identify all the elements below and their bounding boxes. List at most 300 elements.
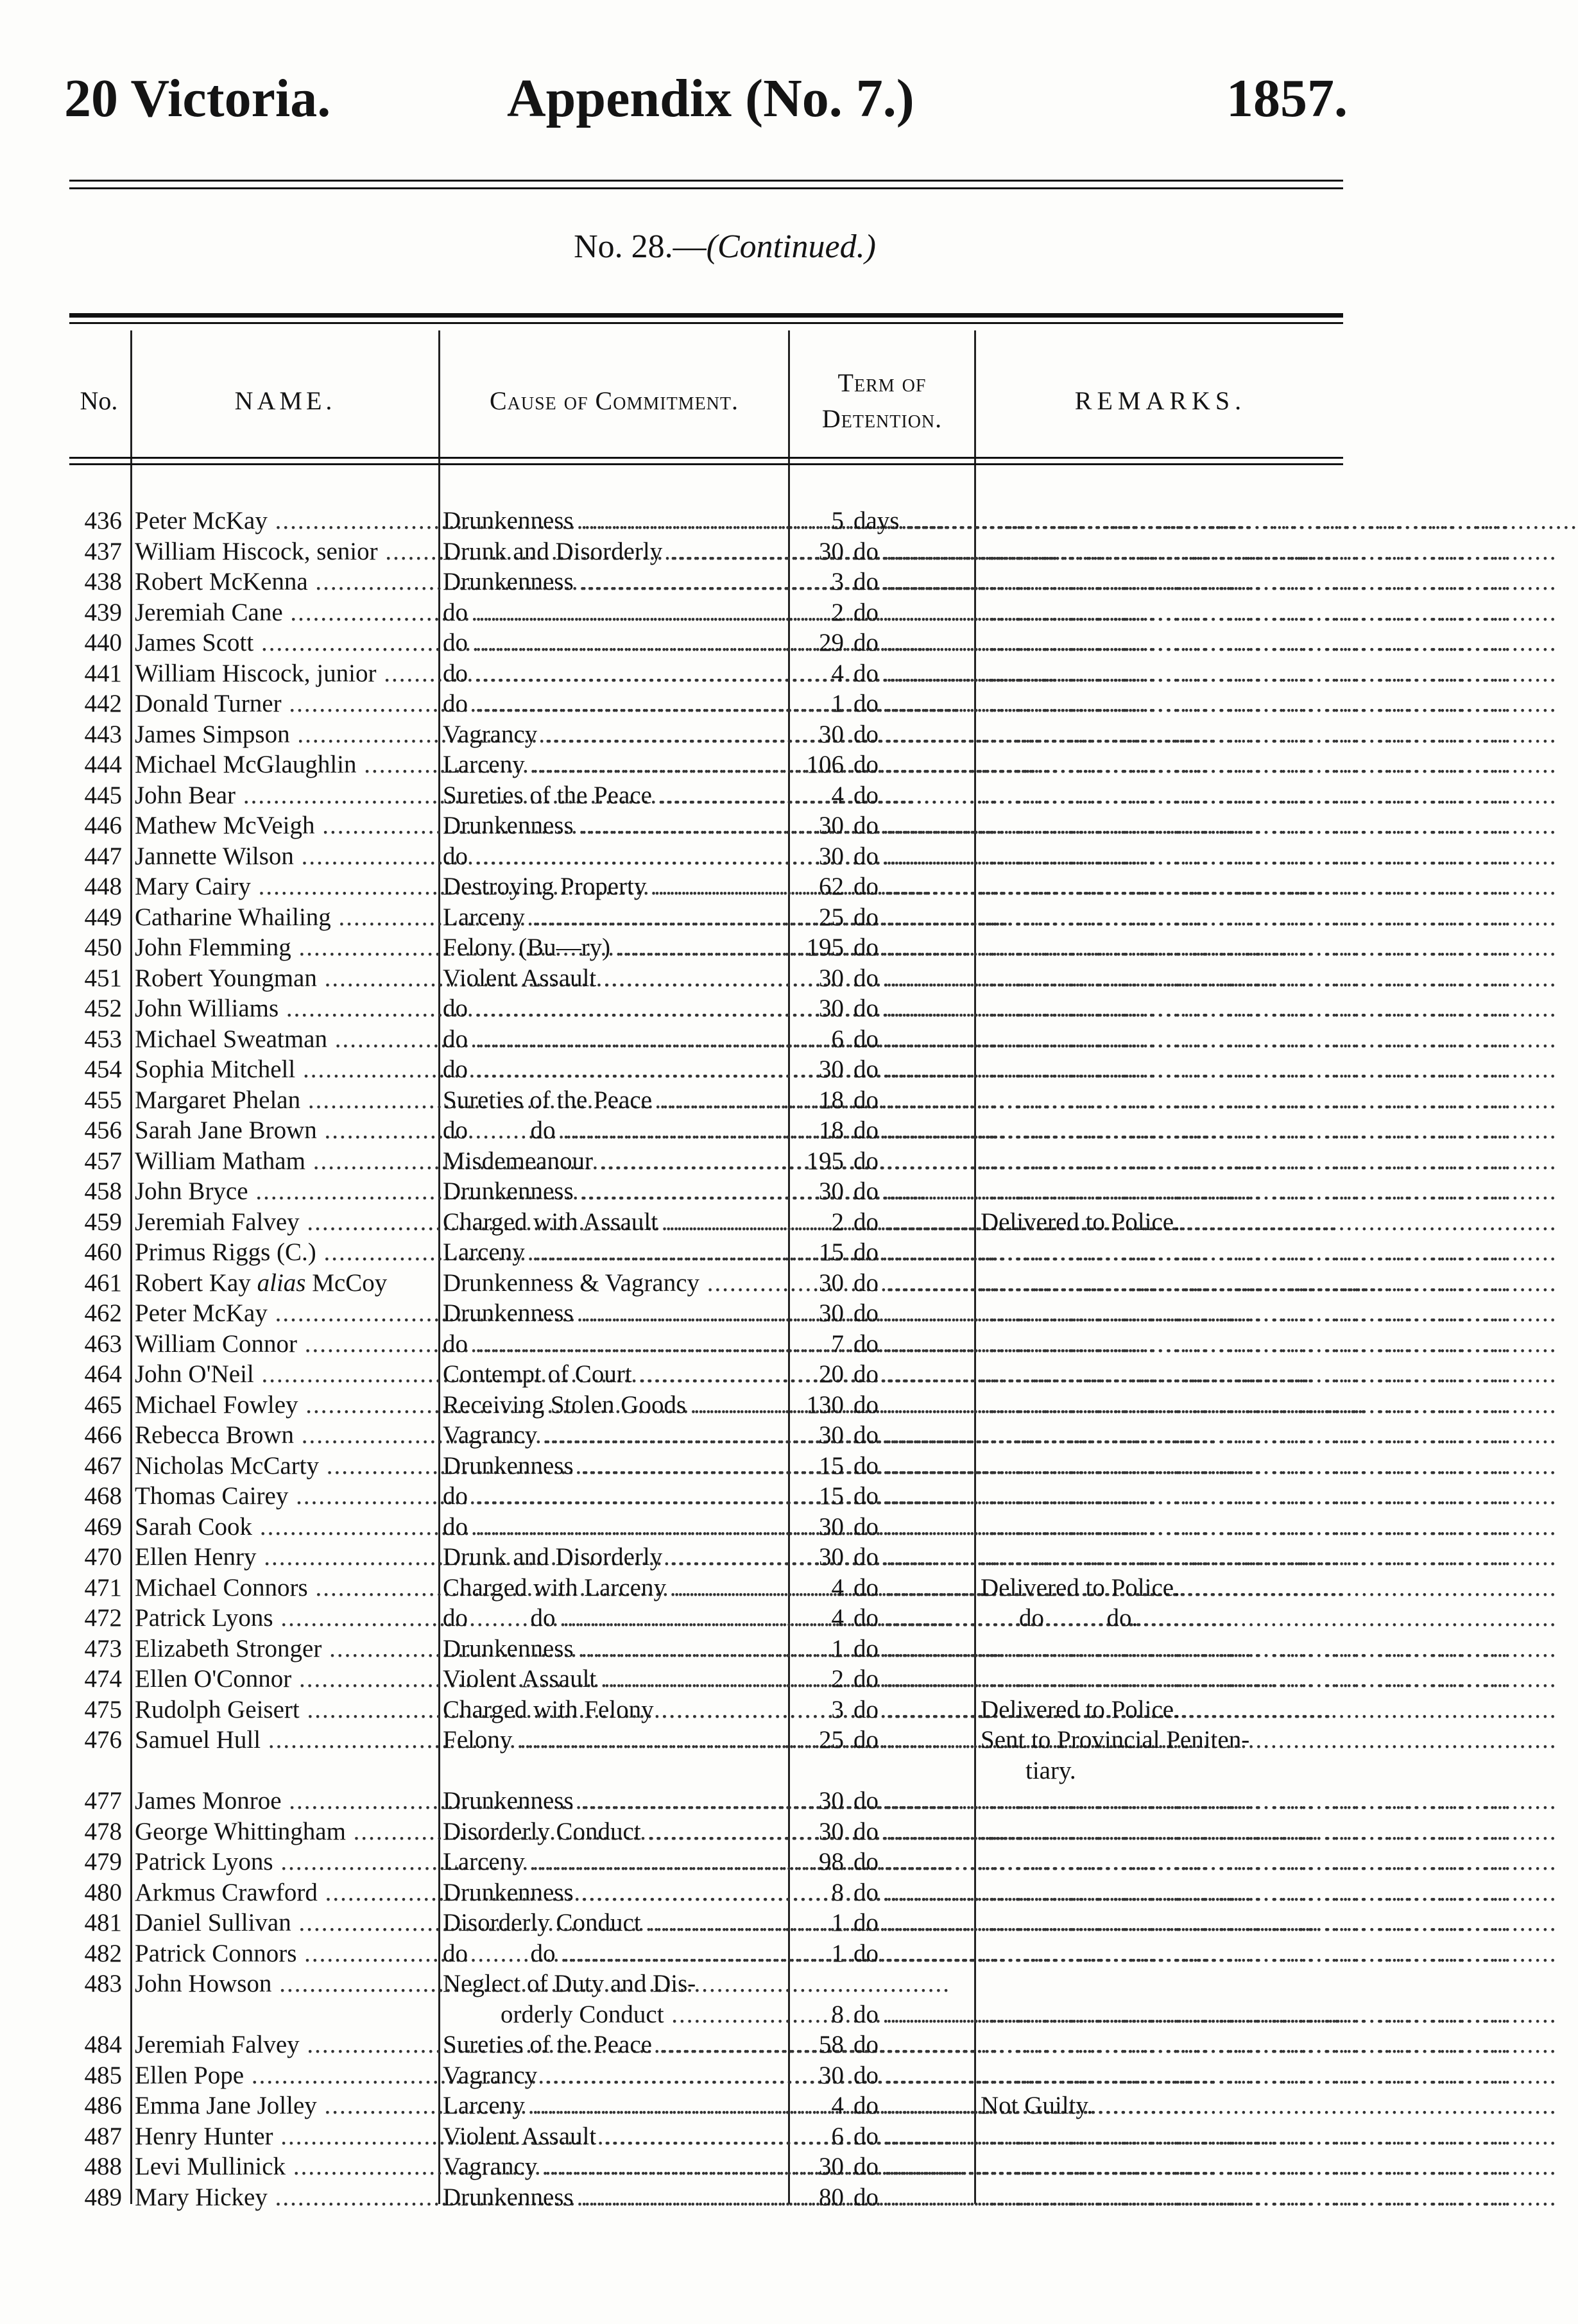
row-name: Ellen O'Connor ..... bbox=[135, 1664, 436, 1695]
row-term-value: 18 bbox=[819, 1086, 844, 1114]
row-name: Rudolph Geisert ..... bbox=[135, 1695, 436, 1725]
table-row bbox=[0, 1207, 1450, 1238]
dotted-leader: ............................................................ bbox=[981, 629, 1510, 656]
row-term-value: 30 bbox=[819, 842, 844, 870]
dotted-leader: ............................................................ bbox=[981, 1025, 1510, 1053]
table-row bbox=[0, 1877, 1510, 1908]
row-number: 437 bbox=[84, 537, 122, 565]
row-name: Henry Hunter ..... bbox=[135, 2121, 436, 2152]
row-remarks-leader bbox=[981, 1146, 1510, 1177]
row-name: Nicholas McCarty ..... bbox=[135, 1451, 436, 1482]
row-number: 456 bbox=[84, 1116, 122, 1144]
row-term-value: 2 bbox=[831, 598, 844, 626]
row-term-unit: do ..... bbox=[853, 1664, 969, 1695]
table-row bbox=[0, 506, 1510, 536]
row-cause: do ..... bbox=[443, 1512, 789, 1542]
dotted-leader: ............................................................ bbox=[981, 1177, 1510, 1205]
row-term-value: 4 bbox=[831, 659, 844, 687]
row-term-value: 1 bbox=[831, 1634, 844, 1662]
table-row bbox=[0, 2029, 1510, 2060]
row-term-unit: do ..... bbox=[853, 1359, 969, 1390]
row-term-unit: do ..... bbox=[853, 1877, 969, 1908]
subtitle-number: No. 28.— bbox=[574, 228, 707, 265]
row-name bbox=[135, 1268, 436, 1299]
dotted-leader: ............................................................ bbox=[981, 1848, 1510, 1875]
table-row bbox=[0, 1451, 1510, 1482]
row-number: 436 bbox=[84, 507, 122, 534]
column-header-name: NAME. bbox=[234, 386, 336, 415]
row-cause: do ..... bbox=[443, 993, 789, 1024]
table-row bbox=[0, 1115, 1510, 1146]
row-remarks-leader bbox=[981, 932, 1510, 963]
dotted-leader: ............................................................ bbox=[981, 1543, 1510, 1571]
dotted-leader: ............................................................ bbox=[981, 1451, 1510, 1480]
table-row bbox=[0, 1268, 1510, 1299]
row-number: 470 bbox=[84, 1543, 122, 1571]
dotted-leader: ............................................................ bbox=[981, 659, 1510, 687]
row-remarks-leader bbox=[981, 1054, 1510, 1085]
row-term-value: 30 bbox=[819, 720, 844, 748]
row-number: 482 bbox=[84, 1939, 122, 1967]
header-row-rule-top bbox=[69, 457, 1343, 459]
row-term-unit: do ..... bbox=[853, 1938, 969, 1969]
row-cause: Sureties of the Peace ..... bbox=[443, 1085, 789, 1116]
row-cause: do do ..... bbox=[443, 1603, 789, 1634]
row-remarks-leader bbox=[981, 1634, 1510, 1664]
row-cause: Drunkenness & Vagrancy ..... bbox=[443, 1268, 789, 1299]
row-name: Michael McGlaughlin ..... bbox=[135, 749, 436, 780]
row-cause: do do ..... bbox=[443, 1938, 789, 1969]
table-row bbox=[0, 2090, 1450, 2121]
row-number: 440 bbox=[84, 629, 122, 656]
header-session: 20 Victoria. bbox=[64, 69, 331, 128]
row-cause: Felony (Bu—ry) ..... bbox=[443, 932, 789, 963]
row-name-text: Robert Kay bbox=[135, 1269, 251, 1297]
row-term-unit: do ..... bbox=[853, 1115, 969, 1146]
column-header-no: No. bbox=[80, 386, 118, 415]
row-name: James Simpson ..... bbox=[135, 719, 436, 750]
table-row bbox=[0, 1786, 1510, 1816]
dotted-leader: ............................................................ bbox=[981, 2183, 1510, 2211]
table-row bbox=[0, 719, 1510, 750]
row-name: Thomas Cairey ..... bbox=[135, 1481, 436, 1512]
row-number: 458 bbox=[84, 1177, 122, 1205]
row-term-unit: do ..... bbox=[853, 1695, 969, 1725]
table-row bbox=[0, 1512, 1510, 1542]
row-term-unit: do ..... bbox=[853, 1176, 969, 1207]
row-term-value: 3 bbox=[831, 568, 844, 595]
header-rule-top bbox=[69, 180, 1343, 182]
row-number: 465 bbox=[84, 1390, 122, 1419]
table-row bbox=[0, 1176, 1510, 1207]
dotted-leader: ............................................................ bbox=[981, 995, 1510, 1022]
row-number: 454 bbox=[84, 1055, 122, 1083]
row-name: Jeremiah Cane ..... bbox=[135, 597, 436, 628]
row-number: 475 bbox=[84, 1695, 122, 1723]
table-row bbox=[0, 993, 1510, 1024]
row-term-value: 4 bbox=[831, 1573, 844, 1602]
row-remarks: Not Guilty. bbox=[981, 2092, 1093, 2119]
row-term-value: 195 bbox=[806, 934, 844, 961]
row-remarks-leader bbox=[981, 871, 1510, 902]
row-name: Robert Youngman ..... bbox=[135, 963, 436, 994]
row-number: 452 bbox=[84, 995, 122, 1022]
dotted-leader: ............................................................ bbox=[981, 842, 1510, 870]
row-remarks-leader bbox=[981, 1451, 1510, 1482]
table-row bbox=[0, 1298, 1510, 1329]
dotted-leader: ............................................................ bbox=[981, 1055, 1510, 1083]
dotted-leader: ............................................................ bbox=[981, 1299, 1510, 1327]
table-row bbox=[0, 1969, 1510, 2029]
row-number: 484 bbox=[84, 2031, 122, 2058]
dotted-leader: ............................................................ bbox=[981, 1360, 1510, 1388]
row-cause: do ..... bbox=[443, 628, 789, 658]
row-remarks-leader bbox=[981, 1816, 1510, 1847]
row-cause: do ..... bbox=[443, 597, 789, 628]
row-term-value: 4 bbox=[831, 2092, 844, 2119]
row-number: 483 bbox=[84, 1970, 122, 1997]
row-term-unit: do ..... bbox=[853, 1298, 969, 1329]
row-name: John Williams ..... bbox=[135, 993, 436, 1024]
table-row bbox=[0, 1420, 1510, 1451]
row-name: John Bryce ..... bbox=[135, 1176, 436, 1207]
row-cause: do ..... bbox=[443, 1054, 789, 1085]
row-remarks-continuation: tiary. bbox=[1025, 1756, 1076, 1784]
table-row bbox=[0, 536, 1510, 567]
row-term-unit: do ..... bbox=[853, 810, 969, 841]
row-cause: Drunkenness ..... bbox=[443, 506, 789, 536]
row-term-unit: do ..... bbox=[853, 1451, 969, 1482]
row-number: 472 bbox=[84, 1604, 122, 1632]
dotted-leader: ............................................................ bbox=[981, 1909, 1510, 1936]
row-term-value: 30 bbox=[819, 1543, 844, 1571]
row-number: 446 bbox=[84, 812, 122, 839]
row-number: 478 bbox=[84, 1817, 122, 1845]
row-term-unit: do ..... bbox=[853, 1786, 969, 1816]
table-row bbox=[0, 1634, 1510, 1664]
table-row bbox=[0, 597, 1510, 628]
row-term-unit: do ..... bbox=[853, 1816, 969, 1847]
row-term-unit: do ..... bbox=[853, 688, 969, 719]
row-term-unit: do ..... bbox=[853, 628, 969, 658]
table-row bbox=[0, 1359, 1510, 1390]
row-remarks-leader bbox=[981, 1085, 1510, 1116]
row-number: 439 bbox=[84, 598, 122, 626]
row-name: James Monroe ..... bbox=[135, 1786, 436, 1816]
row-term-value: 15 bbox=[819, 1238, 844, 1266]
row-name: John O'Neil ..... bbox=[135, 1359, 436, 1390]
row-term-unit: do ..... bbox=[853, 1847, 969, 1877]
row-cause: Violent Assault ..... bbox=[443, 963, 789, 994]
dotted-leader: ............................................................ bbox=[981, 1116, 1510, 1144]
row-name: Ellen Pope ..... bbox=[135, 2060, 436, 2091]
row-term-unit: do ..... bbox=[853, 1085, 969, 1116]
row-term-value: 62 bbox=[819, 873, 844, 900]
row-term-value: 30 bbox=[819, 1055, 844, 1083]
table-row bbox=[0, 1146, 1510, 1177]
row-number: 448 bbox=[84, 873, 122, 900]
table-row bbox=[0, 780, 1510, 811]
column-header-cause: Cause of Commitment. bbox=[489, 386, 739, 415]
row-name: Peter McKay ..... bbox=[135, 1298, 436, 1329]
row-term-value: 25 bbox=[819, 903, 844, 931]
row-cause: do ..... bbox=[443, 658, 789, 689]
row-term-value: 1 bbox=[831, 1909, 844, 1936]
row-term-unit: do ..... bbox=[853, 780, 969, 811]
dotted-leader: ............................................................ bbox=[981, 1878, 1510, 1906]
column-header-term-line1: Term of bbox=[837, 368, 927, 397]
row-cause: Drunkenness ..... bbox=[443, 567, 789, 597]
row-remarks: Delivered to Police. bbox=[981, 1573, 1180, 1602]
row-term-value: 30 bbox=[819, 812, 844, 839]
row-term-value: 4 bbox=[831, 1604, 844, 1632]
table-row bbox=[0, 1816, 1510, 1847]
row-term-unit: do ..... bbox=[853, 841, 969, 872]
row-term-value: 1 bbox=[831, 690, 844, 717]
table-row bbox=[0, 932, 1510, 963]
row-term-unit: do ..... bbox=[853, 2151, 969, 2182]
row-name: Arkmus Crawford ..... bbox=[135, 1877, 436, 1908]
row-number: 463 bbox=[84, 1329, 122, 1358]
row-name: Sarah Cook ..... bbox=[135, 1512, 436, 1542]
dotted-leader: ............................................................ bbox=[981, 1787, 1510, 1815]
row-term-value: 30 bbox=[819, 1512, 844, 1541]
dotted-leader: ............................................................ bbox=[981, 690, 1510, 717]
dotted-leader: ............................................................ bbox=[981, 1482, 1510, 1510]
row-number: 441 bbox=[84, 659, 122, 687]
row-number: 461 bbox=[84, 1269, 122, 1297]
table-row bbox=[0, 1695, 1450, 1725]
row-name: John Howson ..... bbox=[135, 1969, 436, 1999]
row-remarks-leader bbox=[981, 2182, 1510, 2213]
row-term-value: 29 bbox=[819, 629, 844, 656]
row-term-unit: do ..... bbox=[853, 1390, 969, 1421]
row-cause: Charged with Assault ..... bbox=[443, 1207, 789, 1238]
row-number: 485 bbox=[84, 2061, 122, 2089]
row-term-value: 30 bbox=[819, 964, 844, 992]
row-remarks-leader bbox=[981, 2029, 1510, 2060]
table-row bbox=[0, 1908, 1510, 1938]
dotted-leader: ............................................................ bbox=[981, 934, 1510, 961]
dotted-leader: ............................................................ bbox=[981, 2031, 1510, 2058]
row-remarks-leader bbox=[981, 1024, 1510, 1055]
row-term-value: 30 bbox=[819, 1787, 844, 1815]
dotted-leader: ............................................................ bbox=[981, 1329, 1510, 1358]
table-row bbox=[0, 841, 1510, 872]
row-remarks-leader bbox=[981, 1268, 1510, 1299]
row-number: 467 bbox=[84, 1451, 122, 1480]
dotted-leader: ............................................................ bbox=[981, 1817, 1510, 1845]
row-term-unit: do ..... bbox=[853, 567, 969, 597]
row-remarks-leader bbox=[981, 567, 1510, 597]
row-number: 466 bbox=[84, 1421, 122, 1449]
row-cause: Drunkenness ..... bbox=[443, 810, 789, 841]
row-name: Donald Turner ..... bbox=[135, 688, 436, 719]
row-term-value: 106 bbox=[806, 751, 844, 778]
row-number: 453 bbox=[84, 1025, 122, 1053]
row-term-unit: do ..... bbox=[853, 2090, 969, 2121]
table-row bbox=[0, 1390, 1510, 1421]
row-term-unit: do ..... bbox=[853, 2121, 969, 2152]
row-name: Patrick Connors ..... bbox=[135, 1938, 436, 1969]
row-number: 479 bbox=[84, 1848, 122, 1875]
row-name: James Scott ..... bbox=[135, 628, 436, 658]
row-remarks-leader bbox=[981, 1420, 1510, 1451]
row-name: Michael Fowley ..... bbox=[135, 1390, 436, 1421]
row-number: 449 bbox=[84, 903, 122, 931]
row-cause: Drunkenness ..... bbox=[443, 1298, 789, 1329]
row-term-unit: do ..... bbox=[853, 1054, 969, 1085]
table-row bbox=[0, 1481, 1510, 1512]
row-number: 447 bbox=[84, 842, 122, 870]
row-cause: Drunkenness ..... bbox=[443, 1634, 789, 1664]
table-row bbox=[0, 2182, 1510, 2213]
row-name: Sophia Mitchell ..... bbox=[135, 1054, 436, 1085]
row-number: 488 bbox=[84, 2153, 122, 2180]
row-remarks-leader bbox=[981, 2060, 1510, 2091]
row-number: 487 bbox=[84, 2122, 122, 2150]
row-term-value: 25 bbox=[819, 1726, 844, 1754]
dotted-leader: ............................................................ bbox=[981, 568, 1510, 595]
row-remarks-leader bbox=[981, 1390, 1510, 1421]
row-name: William Matham ..... bbox=[135, 1146, 436, 1177]
row-cause: do ..... bbox=[443, 1024, 789, 1055]
header-row-rule-bottom bbox=[69, 463, 1343, 465]
row-term-unit: do ..... bbox=[853, 1329, 969, 1360]
row-number: 477 bbox=[84, 1787, 122, 1815]
row-cause: Sureties of the Peace ..... bbox=[443, 780, 789, 811]
row-name: Patrick Lyons ..... bbox=[135, 1847, 436, 1877]
table-row bbox=[0, 1603, 1450, 1634]
table-row bbox=[0, 2121, 1510, 2152]
row-term-unit: do ..... bbox=[853, 1999, 969, 2030]
row-number: 480 bbox=[84, 1878, 122, 1906]
dotted-leader: ............................................................ bbox=[981, 2000, 1510, 2028]
row-cause: Misdemeanour ..... bbox=[443, 1146, 789, 1177]
row-number: 468 bbox=[84, 1482, 122, 1510]
row-name-alias: alias bbox=[257, 1269, 306, 1297]
row-name-alias-text: McCoy bbox=[312, 1269, 388, 1297]
row-cause: do ..... bbox=[443, 1329, 789, 1360]
row-term-unit: do ..... bbox=[853, 871, 969, 902]
row-number: 445 bbox=[84, 781, 122, 809]
table-row bbox=[0, 1085, 1510, 1116]
header-rule-bottom bbox=[69, 187, 1343, 189]
row-term-value: 6 bbox=[831, 2122, 844, 2150]
row-cause: Violent Assault ..... bbox=[443, 1664, 789, 1695]
row-remarks-leader bbox=[981, 1329, 1510, 1360]
row-remarks-leader bbox=[981, 780, 1510, 811]
row-name: Jannette Wilson ..... bbox=[135, 841, 436, 872]
dotted-leader: ............................................................ bbox=[981, 1147, 1510, 1175]
row-cause: do ..... bbox=[443, 1481, 789, 1512]
row-remarks-leader bbox=[981, 597, 1510, 628]
table-row bbox=[0, 871, 1510, 902]
table-row bbox=[0, 567, 1510, 597]
table-rule-top-thick bbox=[69, 313, 1343, 318]
row-number: 442 bbox=[84, 690, 122, 717]
row-remarks: Sent to Provincial Peniten- bbox=[981, 1726, 1250, 1754]
row-cause: Drunk and Disorderly ..... bbox=[443, 1542, 789, 1573]
row-cause: Contempt of Court ..... bbox=[443, 1359, 789, 1390]
row-remarks-leader bbox=[981, 2151, 1510, 2182]
commitment-table bbox=[0, 506, 1510, 2212]
table-row bbox=[0, 688, 1510, 719]
dotted-leader: ............................................................ bbox=[981, 751, 1510, 778]
row-term-unit: do ..... bbox=[853, 963, 969, 994]
row-term-value: 1 bbox=[831, 1939, 844, 1967]
row-name: Ellen Henry ..... bbox=[135, 1542, 436, 1573]
row-cause: Drunkenness ..... bbox=[443, 1877, 789, 1908]
row-remarks-leader bbox=[981, 749, 1510, 780]
dotted-leader: ............................................................ bbox=[981, 812, 1510, 839]
row-remarks-leader bbox=[981, 841, 1510, 872]
row-name: Emma Jane Jolley ..... bbox=[135, 2090, 436, 2121]
row-cause: Charged with Larceny ..... bbox=[443, 1573, 789, 1603]
row-term-value: 58 bbox=[819, 2031, 844, 2058]
row-cause: Sureties of the Peace ..... bbox=[443, 2029, 789, 2060]
row-name: George Whittingham ..... bbox=[135, 1816, 436, 1847]
row-cause: do do ..... bbox=[443, 1115, 789, 1146]
dotted-leader: ............................................................ bbox=[981, 1665, 1510, 1693]
row-term-unit: do ..... bbox=[853, 719, 969, 750]
row-term-unit: do ..... bbox=[853, 658, 969, 689]
row-term-unit: do ..... bbox=[853, 1542, 969, 1573]
row-remarks-leader bbox=[981, 1512, 1510, 1542]
row-term-value: 30 bbox=[819, 1177, 844, 1205]
row-name: William Hiscock, senior ..... bbox=[135, 536, 436, 567]
row-number: 438 bbox=[84, 568, 122, 595]
row-name: Michael Sweatman ..... bbox=[135, 1024, 436, 1055]
row-remarks-leader bbox=[981, 1298, 1510, 1329]
row-cause: Larceny ..... bbox=[443, 1847, 789, 1877]
row-remarks-leader bbox=[981, 628, 1510, 658]
row-term-value: 2 bbox=[831, 1208, 844, 1236]
table-row bbox=[0, 963, 1510, 994]
row-remarks-leader bbox=[981, 1359, 1510, 1390]
row-name: Mathew McVeigh ..... bbox=[135, 810, 436, 841]
row-term-value: 30 bbox=[819, 1269, 844, 1297]
column-header-term bbox=[790, 346, 974, 456]
row-name: John Bear ..... bbox=[135, 780, 436, 811]
table-row bbox=[0, 1573, 1450, 1603]
row-number: 459 bbox=[84, 1208, 122, 1236]
row-number: 460 bbox=[84, 1238, 122, 1266]
table-rule-top-thin bbox=[69, 322, 1343, 324]
dotted-leader: ............................................................ bbox=[981, 1421, 1510, 1449]
row-name: Peter McKay ..... bbox=[135, 506, 436, 536]
row-term-unit: do ..... bbox=[853, 1725, 969, 1756]
row-remarks-leader bbox=[981, 1786, 1510, 1816]
row-name: Jeremiah Falvey ..... bbox=[135, 2029, 436, 2060]
row-cause: Vagrancy ..... bbox=[443, 719, 789, 750]
row-name: Michael Connors ..... bbox=[135, 1573, 436, 1603]
row-term-unit: do ..... bbox=[853, 1207, 969, 1238]
row-remarks-leader bbox=[981, 536, 1510, 567]
table-row bbox=[0, 749, 1510, 780]
dotted-leader: ............................................................ bbox=[981, 873, 1510, 900]
row-remarks-leader bbox=[981, 658, 1510, 689]
row-term-unit: do ..... bbox=[853, 1024, 969, 1055]
dotted-leader: ............................................................ bbox=[981, 1238, 1510, 1266]
row-number: 455 bbox=[84, 1086, 122, 1114]
row-remarks-leader bbox=[981, 1542, 1510, 1573]
row-remarks-leader bbox=[981, 688, 1510, 719]
table-row bbox=[0, 1725, 1450, 1786]
row-cause: Vagrancy ..... bbox=[443, 1420, 789, 1451]
row-name: Margaret Phelan ..... bbox=[135, 1085, 436, 1116]
row-remarks-leader bbox=[981, 902, 1510, 933]
